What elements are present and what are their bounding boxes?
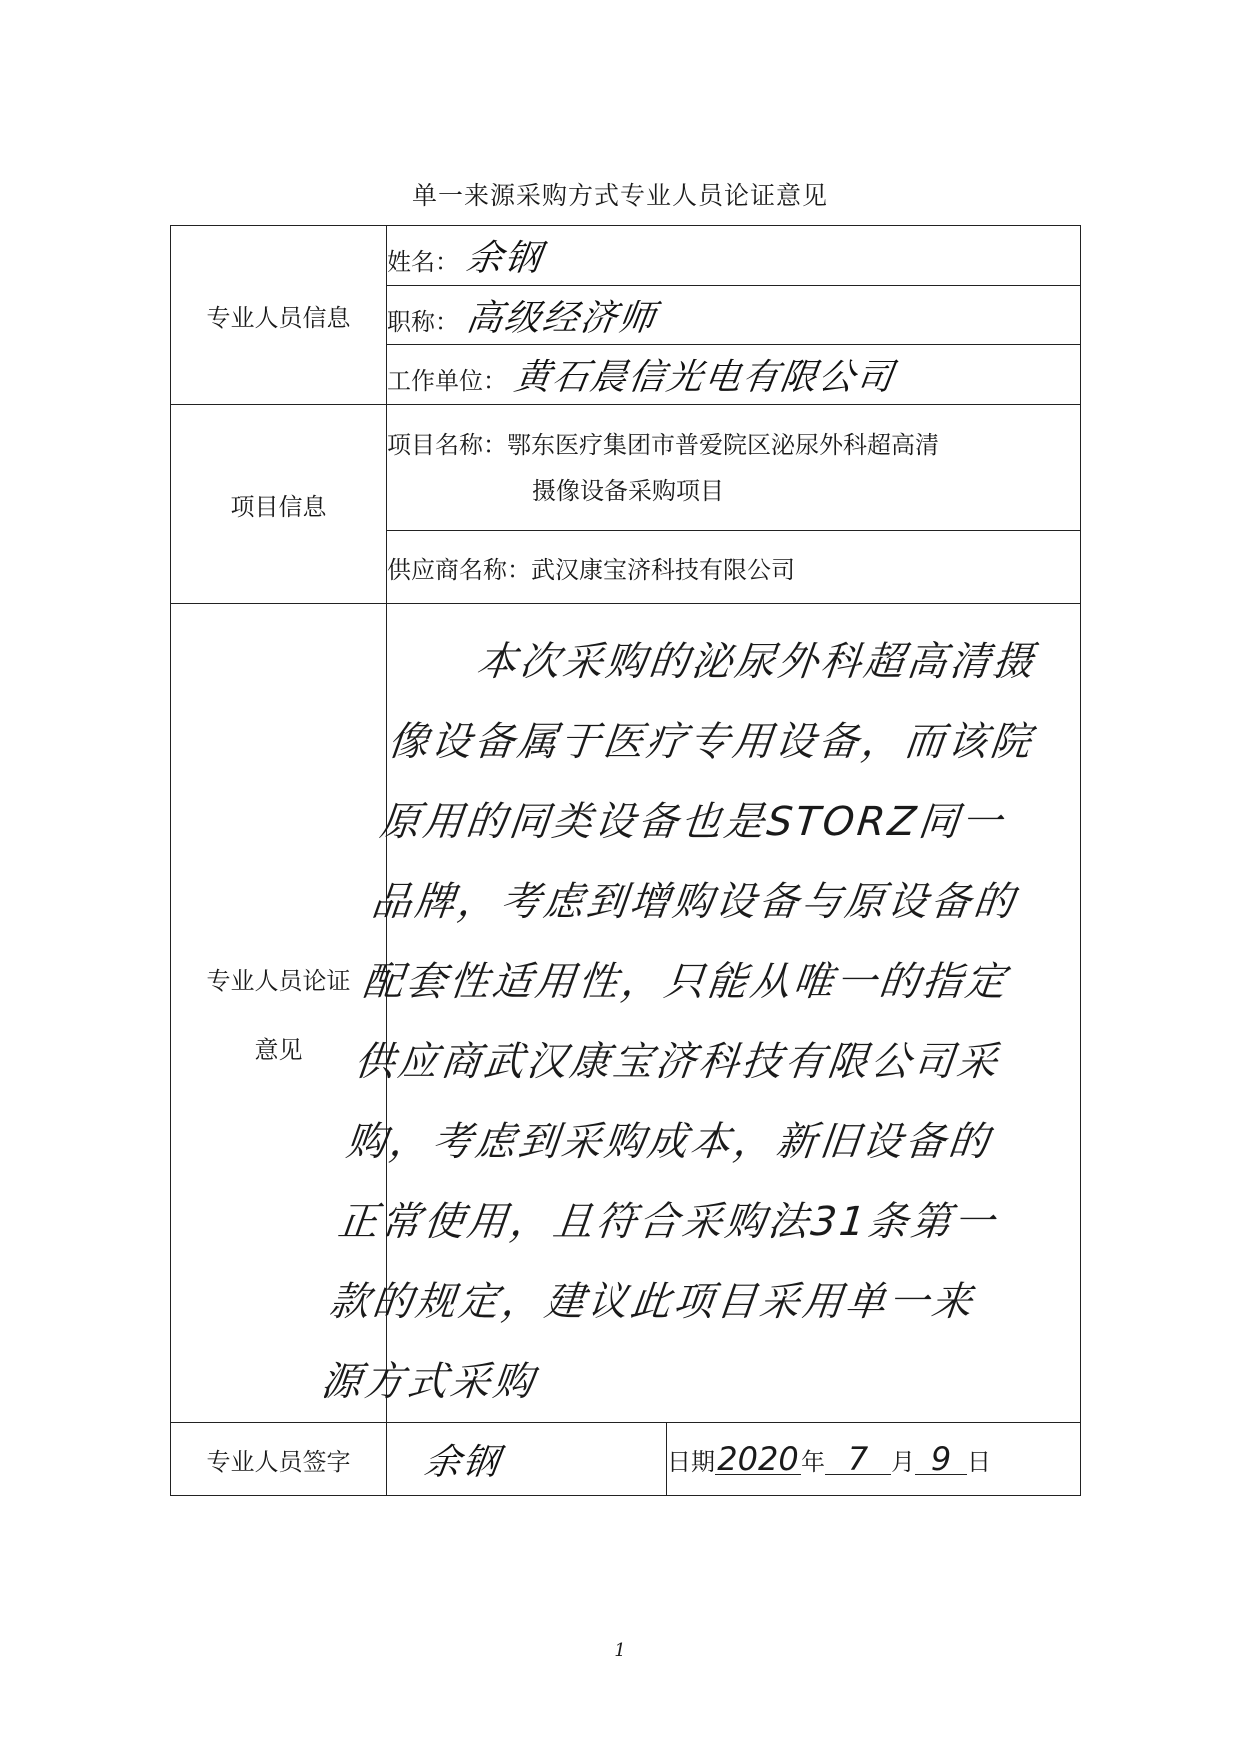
date-month: 7 [825, 1444, 891, 1475]
argument-form-table [170, 225, 1081, 1496]
opinion-label-line1: 专业人员论证 [206, 967, 351, 995]
supplier-field [387, 531, 1081, 604]
opinion-field [318, 604, 1081, 1423]
expert-info-label: 专业人员信息 [171, 226, 387, 405]
supplier-label: 供应商名称： [387, 555, 531, 584]
opinion-handwritten-text: 本次采购的泌尿外科超高清摄像设备属于医疗专用设备，而该院原用的同类设备也是STORZ同一品牌，考虑到增购设备与原设备的配套性适用性，只能从唯一的指定供应商武汉康宝济科技有限公司采购，考虑到采购成本，新旧设备的正常使用，且符合采购法31条第一款的规定，建议此项目采用单一来源方式采购 [318, 639, 1039, 1405]
date-field [667, 1423, 1081, 1496]
name-value: 余钢 [463, 238, 546, 279]
name-field [387, 226, 1081, 286]
employer-label: 工作单位： [387, 367, 507, 395]
signature-label: 专业人员签字 [171, 1423, 387, 1496]
opinion-label-line2: 意见 [254, 1036, 303, 1064]
date-year: 2020 [715, 1444, 801, 1475]
date-year-unit: 年 [801, 1447, 825, 1476]
name-label: 姓名： [387, 248, 459, 276]
project-name-line2: 摄像设备采购项目 [532, 476, 724, 505]
signature-value: 余钢 [421, 1441, 504, 1483]
date-month-unit: 月 [891, 1447, 915, 1476]
project-info-label: 项目信息 [171, 405, 387, 604]
page-title: 单一来源采购方式专业人员论证意见 [411, 181, 828, 210]
page-number: 1 [614, 1640, 626, 1661]
signature-row [171, 1423, 1081, 1496]
job-title-label: 职称： [387, 307, 459, 336]
name-row [171, 226, 1081, 286]
employer-value: 黄石晨信光电有限公司 [511, 357, 898, 398]
signature-field [387, 1423, 667, 1496]
supplier-value: 武汉康宝济科技有限公司 [531, 555, 795, 584]
job-title-field [387, 286, 1081, 345]
project-name-row [171, 405, 1081, 531]
project-name-field [387, 405, 1081, 531]
date-day: 9 [915, 1444, 967, 1475]
employer-field [387, 345, 1081, 405]
project-name-line1: 鄂东医疗集团市普爱院区泌尿外科超高清 [507, 430, 939, 459]
job-title-value: 高级经济师 [463, 297, 660, 339]
project-name-label: 项目名称： [387, 430, 507, 459]
date-label: 日期 [667, 1447, 715, 1476]
opinion-row [171, 604, 1081, 1423]
date-day-unit: 日 [967, 1447, 991, 1476]
